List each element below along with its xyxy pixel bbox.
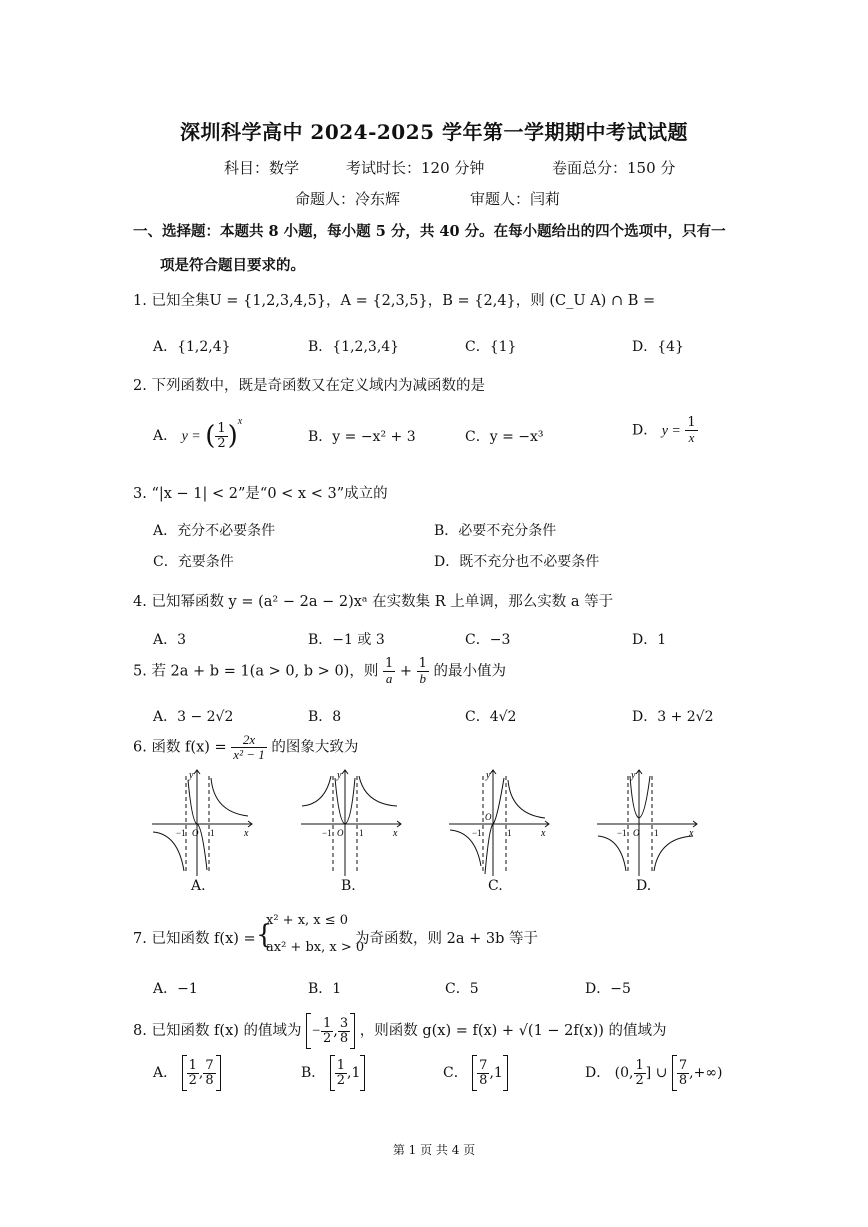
- question-8: 8. 已知函数 f(x) 的值域为 − $\frac{1}{2}$ , $\frac{3}{8}$ ，则函数 g(x) = f(x) + √(1 − 2f(x)) 的值域为: [133, 1013, 667, 1049]
- piecewise-case-2: ax² + bx, x > 0: [266, 940, 365, 955]
- option-c[interactable]: C．5: [445, 981, 479, 997]
- svg-text:x: x: [541, 828, 546, 839]
- option-d[interactable]: D．1: [632, 632, 667, 648]
- question-stem: ，则函数 g(x) = f(x) + √(1 − 2f(x)) 的值域为: [359, 1023, 667, 1039]
- svg-text:−1: −1: [176, 828, 186, 838]
- option-c[interactable]: C． $\frac{7}{8}$ ,1: [443, 1055, 508, 1091]
- option-a[interactable]: A． y = ( $\frac{1}{2}$ )$^x$: [153, 416, 243, 451]
- option-a[interactable]: A．3: [153, 632, 187, 648]
- svg-text:O: O: [485, 812, 492, 822]
- svg-text:−1: −1: [322, 828, 332, 838]
- option-a[interactable]: A．{1,2,4}: [153, 339, 231, 355]
- question-number: 3.: [133, 486, 147, 502]
- option-a[interactable]: A．3 − 2√2: [153, 709, 234, 725]
- question-stem: 的最小值为: [433, 663, 506, 680]
- page-footer: 第 1 页 共 4 页: [392, 1143, 476, 1157]
- question-stem: 下列函数中，既是奇函数又在定义域内为减函数的是: [151, 378, 485, 394]
- graph-b-label: B.: [341, 878, 356, 894]
- section-heading-cont: 项是符合题目要求的。: [160, 257, 305, 274]
- question-stem: “|x − 1| < 2”是“0 < x < 3”成立的: [151, 486, 388, 502]
- question-stem: 已知全集U = {1,2,3,4,5}，A = {2,3,5}，B = {2,4}，则 (C_U A) ∩ B =: [151, 293, 656, 309]
- option-a[interactable]: A．充分不必要条件: [153, 523, 276, 539]
- option-a[interactable]: A．−1: [153, 981, 198, 997]
- svg-text:−1: −1: [617, 828, 627, 838]
- graph-a[interactable]: [148, 766, 258, 878]
- question-3: [133, 482, 388, 503]
- graph-a-label: A.: [191, 878, 206, 894]
- graph-d[interactable]: [593, 766, 703, 878]
- graph-c[interactable]: [445, 766, 555, 878]
- option-d[interactable]: D． (0, $\frac{1}{2}$ ] ∪ $\frac{7}{8}$ ,+∞): [585, 1055, 722, 1091]
- svg-text:y: y: [337, 770, 342, 781]
- question-number: 6.: [133, 739, 147, 756]
- question-4: [133, 590, 613, 611]
- svg-text:O: O: [633, 828, 640, 838]
- section-heading: 一、选择题：本题共 8 小题，每小题 5 分，共 40 分。在每小题给出的四个选项中，只有一: [133, 223, 726, 240]
- svg-text:O: O: [192, 828, 199, 838]
- question-7-stem: 为奇函数，则 2a + 3b 等于: [355, 931, 538, 947]
- option-d[interactable]: D． y = $\frac{1}{x}$: [632, 415, 696, 445]
- question-number: 5.: [133, 663, 147, 680]
- question-7-prefix: 7. 已知函数 f(x) =: [133, 931, 256, 947]
- question-stem: 的图象大致为: [271, 739, 359, 756]
- question-6: 6. 函数 f(x) = $\frac{2x}{\text{x² − 1}}$ 的图象大致为: [133, 732, 359, 762]
- option-b[interactable]: B． $\frac{1}{2}$ ,1: [301, 1055, 365, 1091]
- svg-text:1: 1: [210, 828, 215, 838]
- option-b[interactable]: B．8: [308, 709, 342, 725]
- subject-label: 科目：数学: [224, 159, 300, 177]
- svg-text:O: O: [337, 828, 344, 838]
- svg-text:1: 1: [507, 828, 512, 838]
- option-a[interactable]: A． $\frac{1}{2}$ , $\frac{7}{8}$: [153, 1055, 221, 1091]
- question-number: 2.: [133, 378, 147, 394]
- option-c[interactable]: C．充要条件: [153, 554, 234, 570]
- question-number: 4.: [133, 594, 147, 610]
- svg-text:y: y: [631, 770, 636, 781]
- page-title: 深圳科学高中 2024-2025 学年第一学期期中考试试题: [179, 120, 689, 144]
- question-2: [133, 374, 485, 395]
- question-number: 8.: [133, 1023, 147, 1039]
- graph-b[interactable]: [297, 766, 407, 878]
- option-b[interactable]: B．{1,2,3,4}: [308, 339, 400, 355]
- option-c[interactable]: C．−3: [465, 632, 511, 648]
- svg-text:1: 1: [359, 828, 364, 838]
- graph-c-label: C.: [488, 878, 503, 894]
- duration-label: 考试时长：120 分钟: [346, 159, 485, 177]
- option-b[interactable]: B．必要不充分条件: [434, 523, 557, 539]
- question-5: 5. 若 2a + b = 1(a > 0, b > 0)，则 $\frac{1}{a}$ + $\frac{1}{b}$ 的最小值为: [133, 656, 506, 686]
- option-c[interactable]: C．{1}: [465, 339, 517, 355]
- total-score-label: 卷面总分：150 分: [552, 159, 676, 177]
- piecewise-brace: {: [256, 920, 273, 950]
- option-d[interactable]: D．−5: [585, 981, 631, 997]
- question-number: 1.: [133, 293, 147, 309]
- option-b[interactable]: B．1: [308, 981, 342, 997]
- svg-text:x: x: [244, 828, 249, 839]
- option-c[interactable]: C．y = −x³: [465, 429, 544, 445]
- question-1: [133, 289, 655, 310]
- piecewise-case-1: x² + x, x ≤ 0: [266, 913, 349, 928]
- svg-text:y: y: [486, 770, 491, 781]
- graph-d-label: D.: [636, 878, 652, 894]
- option-d[interactable]: D．既不充分也不必要条件: [434, 554, 600, 570]
- question-stem: 已知幂函数 y = (a² − 2a − 2)xᵃ 在实数集 R 上单调，那么实数 a 等于: [151, 594, 614, 610]
- reviewer-label: 审题人：闫莉: [470, 190, 561, 208]
- svg-text:x: x: [689, 828, 694, 839]
- option-d[interactable]: D．3 + 2√2: [632, 709, 714, 725]
- option-b[interactable]: B．y = −x² + 3: [308, 429, 416, 445]
- question-number: 7.: [133, 931, 147, 947]
- svg-text:x: x: [393, 828, 398, 839]
- option-c[interactable]: C．4√2: [465, 709, 517, 725]
- option-b[interactable]: B．−1 或 3: [308, 632, 385, 648]
- svg-text:y: y: [189, 770, 194, 781]
- svg-text:1: 1: [654, 828, 659, 838]
- svg-text:−1: −1: [472, 828, 482, 838]
- option-d[interactable]: D．{4}: [632, 339, 684, 355]
- author-label: 命题人：冷东辉: [295, 190, 401, 208]
